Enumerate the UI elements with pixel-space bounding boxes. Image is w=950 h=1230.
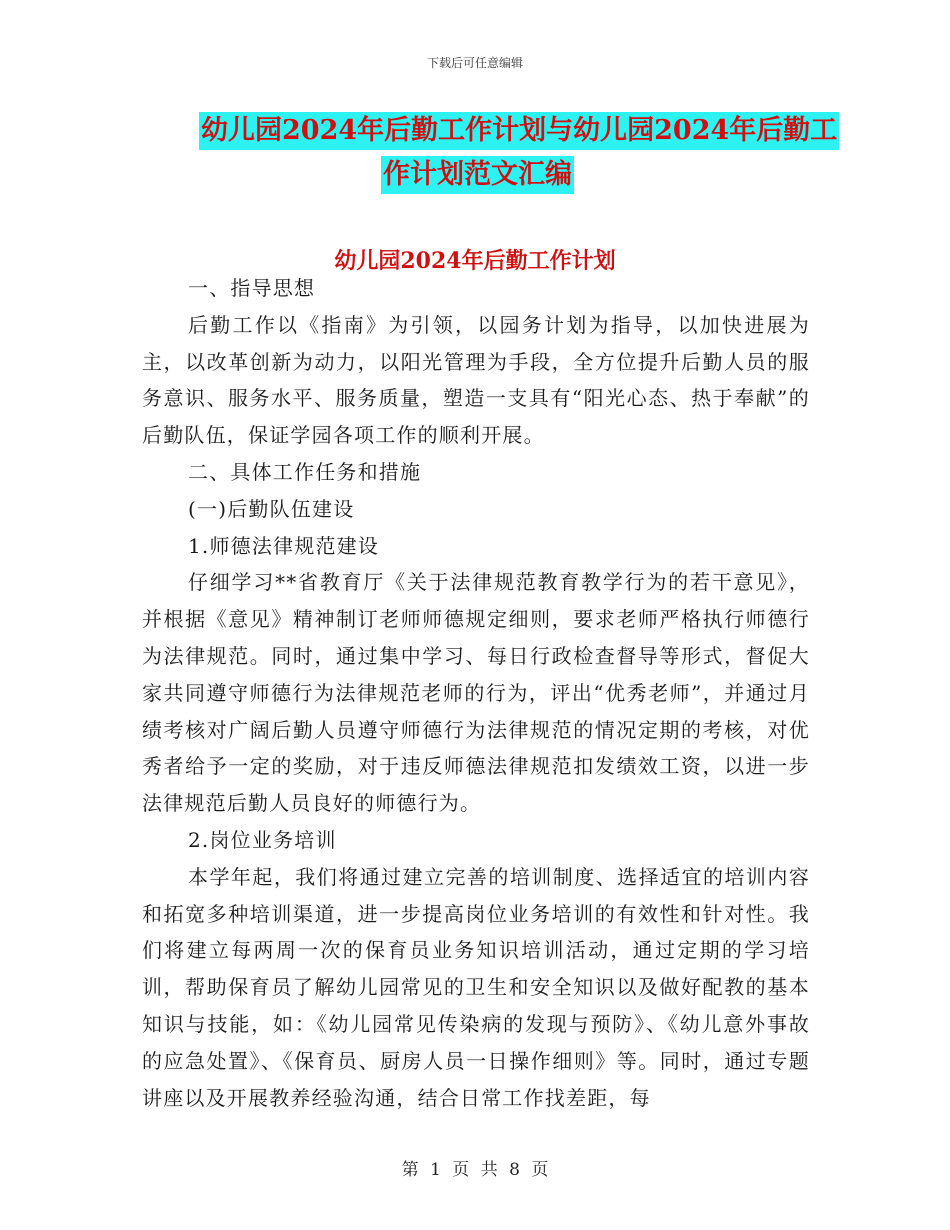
heading-ethics-norms: 1.师德法律规范建设 — [188, 533, 380, 558]
paragraph-ethics-norms: 仔细学习**省教育厅《关于法律规范教育教学行为的若干意见》，并根据《意见》精神制订老师师德规定细则，要求老师严格执行师德行为法律规范。同时，通过集中学习、每日行政检查督导等形式，督促大家共同遵守师德行为法律规范老师的行为，评出“优秀老师”，并通过月绩考核对广阔后勤人员遵守师德行为法律规范的情况定期的考核，对优秀者给予一定的奖励，对于违反师德法律规范扣发绩效工资，以进一步法律规范后勤人员良好的师德行为。 — [142, 570, 810, 816]
document-body — [142, 270, 810, 1116]
page-number: 第 1 页 共 8 页 — [401, 1160, 549, 1180]
document-title-line-2: 作计划范文汇编 — [381, 156, 574, 194]
page-header-note: 下载后可任意编辑 — [426, 56, 523, 70]
document-title-line-1: 幼儿园2024年后勤工作计划与幼儿园2024年后勤工 — [199, 112, 839, 150]
section-title: 幼儿园2024年后勤工作计划 — [334, 248, 616, 274]
paragraph-guiding-ideology: 后勤工作以《指南》为引领，以园务计划为指导，以加快进展为主，以改革创新为动力，以阳光管理为手段，全方位提升后勤人员的服务意识、服务水平、服务质量，塑造一支具有“阳光心态、热于奉献”的后勤队伍，保证学园各项工作的顺利开展。 — [142, 312, 810, 448]
paragraph-job-training: 本学年起，我们将通过建立完善的培训制度、选择适宜的培训内容和拓宽多种培训渠道，进一步提高岗位业务培训的有效性和针对性。我们将建立每两周一次的保育员业务知识培训活动，通过定期的学习培训，帮助保育员了解幼儿园常见的卫生和安全知识以及做好配教的基本知识与技能，如：《幼儿园常见传染病的发现与预防》、《幼儿意外事故的应急处置》、《保育员、厨房人员一日操作细则》等。同时，通过专题讲座以及开展教养经验沟通，结合日常工作找差距，每 — [142, 864, 810, 1110]
heading-team-building: (一)后勤队伍建设 — [188, 496, 355, 521]
heading-guiding-ideology: 一、指导思想 — [188, 276, 316, 300]
heading-job-training: 2.岗位业务培训 — [188, 827, 337, 852]
heading-tasks-measures: 二、具体工作任务和措施 — [188, 459, 422, 484]
